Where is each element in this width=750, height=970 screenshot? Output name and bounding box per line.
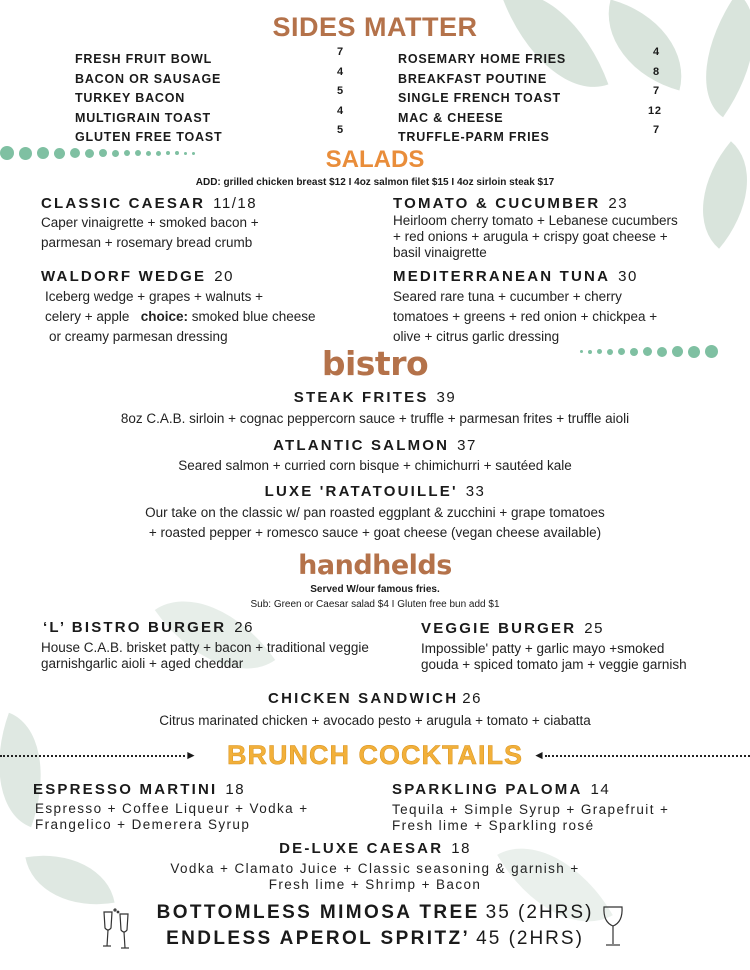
side-price: 7 [653, 85, 660, 97]
list-item [75, 85, 345, 111]
handhelds-note: Served W/our famous fries. [310, 584, 440, 595]
cocktail-price: 18 [225, 781, 246, 798]
handheld-description: Impossible' patty + garlic mayo +smoked gouda + spiced tomato jam + veggie garnish [421, 641, 687, 672]
side-price: 4 [337, 65, 344, 78]
salad-description: Seared rare tuna + cucumber + cherry tomatoes + greens + red onion + chickpea + olive + citrus garlic dressing [393, 289, 658, 344]
bistro-price: 37 [457, 437, 477, 454]
bistro-description: 8oz C.A.B. sirloin + cognac peppercorn sauce + truffle + parmesan frites + truffle aioli [120, 411, 630, 426]
cocktail-price: 14 [590, 781, 611, 798]
cocktail-description: Vodka + Clamato Juice + Classic seasoning & garnish + Fresh lime + Shrimp + Bacon [170, 861, 580, 892]
bistro-description: Our take on the classic w/ pan roasted eggplant & zucchini + grape tomatoes + roasted pepper + romesco sauce + goat cheese (vegan cheese available) [145, 505, 605, 540]
list-item [398, 46, 668, 72]
list-item [398, 85, 668, 111]
cocktail-name: SPARKLING PALOMA 14 [392, 781, 611, 798]
handheld-description: House C.A.B. brisket patty + bacon + traditional veggie garnishgarlic aioli + aged cheddar [41, 640, 369, 671]
side-price: 8 [653, 65, 660, 78]
salads-title: SALADS [325, 146, 425, 173]
salad-name: MEDITERRANEAN TUNA 30 [393, 268, 638, 285]
handheld-price: 25 [584, 620, 604, 637]
list-item [75, 46, 345, 72]
champagne-glasses-icon [100, 908, 134, 954]
salad-price: 11/18 [213, 195, 258, 212]
list-item [398, 104, 668, 131]
bistro-price: 33 [465, 483, 486, 500]
special-mimosa: BOTTOMLESS MIMOSA TREE 35 (2HRS) [156, 902, 594, 923]
bistro-item-name: ATLANTIC SALMON 37 [273, 437, 477, 454]
handhelds-subnote: Sub: Green or Caesar salad $4 I Gluten free bun add $1 [250, 599, 500, 610]
special-price: 45 (2HRS) [476, 928, 584, 949]
side-price: 7 [653, 124, 660, 136]
salad-name: WALDORF WEDGE 20 [41, 268, 234, 285]
side-name: MULTIGRAIN TOAST [75, 110, 211, 125]
side-name: TURKEY BACON [75, 91, 186, 105]
cocktail-price: 18 [451, 840, 471, 857]
salad-description: Caper vinaigrette + smoked bacon + parmesan + rosemary bread crumb [41, 215, 259, 250]
list-item [398, 65, 668, 92]
sides-left-list [75, 46, 345, 150]
salad-description: Heirloom cherry tomato + Lebanese cucumbers + red onions + arugula + crispy goat cheese + basil vinaigrette [393, 213, 678, 260]
special-aperol: ENDLESS APEROL SPRITZ’ 45 (2HRS) [166, 928, 584, 949]
cocktail-name: ESPRESSO MARTINI 18 [33, 781, 246, 798]
bistro-description: Seared salmon + curried corn bisque + chimichurri + sautéed kale [178, 458, 572, 473]
special-price: 35 (2HRS) [485, 902, 594, 923]
salad-price: 30 [618, 268, 638, 285]
handheld-description: Citrus marinated chicken + avocado pesto + arugula + tomato + ciabatta [159, 713, 591, 728]
side-name: BREAKFAST POUTINE [398, 71, 548, 86]
sides-title: SIDES MATTER [272, 12, 478, 42]
side-price: 12 [648, 104, 662, 117]
side-name: GLUTEN FREE TOAST [75, 130, 223, 144]
side-name: TRUFFLE-PARM FRIES [398, 130, 550, 144]
side-price: 5 [337, 124, 344, 136]
side-name: ROSEMARY HOME FRIES [398, 52, 566, 66]
side-price: 7 [337, 46, 344, 58]
handhelds-title: handhelds [298, 550, 452, 581]
sides-right-list [398, 46, 668, 150]
bistro-title: bistro [321, 344, 429, 383]
cocktail-name: DE-LUXE CAESAR 18 [279, 840, 471, 857]
wine-glass-icon [600, 904, 626, 950]
cocktails-title: BRUNCH COCKTAILS [227, 740, 523, 770]
handheld-name: VEGGIE BURGER 25 [421, 620, 604, 637]
salad-name: TOMATO & CUCUMBER 23 [393, 195, 629, 212]
salad-name: CLASSIC CAESAR 11/18 [41, 195, 258, 212]
side-price: 4 [337, 104, 344, 117]
side-price: 5 [337, 85, 344, 97]
salad-price: 23 [608, 195, 629, 212]
bistro-price: 39 [436, 389, 457, 406]
bistro-item-name: LUXE 'RATATOUILLE' 33 [264, 483, 486, 500]
handheld-price: 26 [234, 619, 254, 636]
side-name: BACON OR SAUSAGE [75, 71, 222, 86]
handheld-price: 26 [462, 690, 482, 707]
salad-price: 20 [214, 268, 234, 285]
salad-description: Iceberg wedge + grapes + walnuts + celery + apple choice: smoked blue cheese or creamy parmesan dressing [45, 289, 316, 344]
arrow-right-icon: ► [185, 748, 197, 762]
side-name: MAC & CHEESE [398, 110, 504, 125]
cocktail-description: Espresso + Coffee Liqueur + Vodka + Frangelico + Demerera Syrup [35, 801, 309, 832]
side-name: SINGLE FRENCH TOAST [398, 91, 561, 105]
side-name: FRESH FRUIT BOWL [75, 52, 213, 66]
arrow-left-icon: ◄ [533, 748, 545, 762]
cocktail-description: Tequila + Simple Syrup + Grapefruit + Fresh lime + Sparkling rosé [392, 802, 670, 833]
list-item [75, 104, 345, 131]
side-price: 4 [653, 46, 660, 58]
list-item [75, 65, 345, 92]
bistro-item-name: STEAK FRITES 39 [293, 389, 457, 406]
salads-add-note: ADD: grilled chicken breast $12 I 4oz salmon filet $15 I 4oz sirloin steak $17 [195, 177, 555, 188]
handheld-name: CHICKEN SANDWICH 26 [268, 690, 482, 707]
handheld-name: ‘L’ BISTRO BURGER 26 [43, 619, 254, 636]
